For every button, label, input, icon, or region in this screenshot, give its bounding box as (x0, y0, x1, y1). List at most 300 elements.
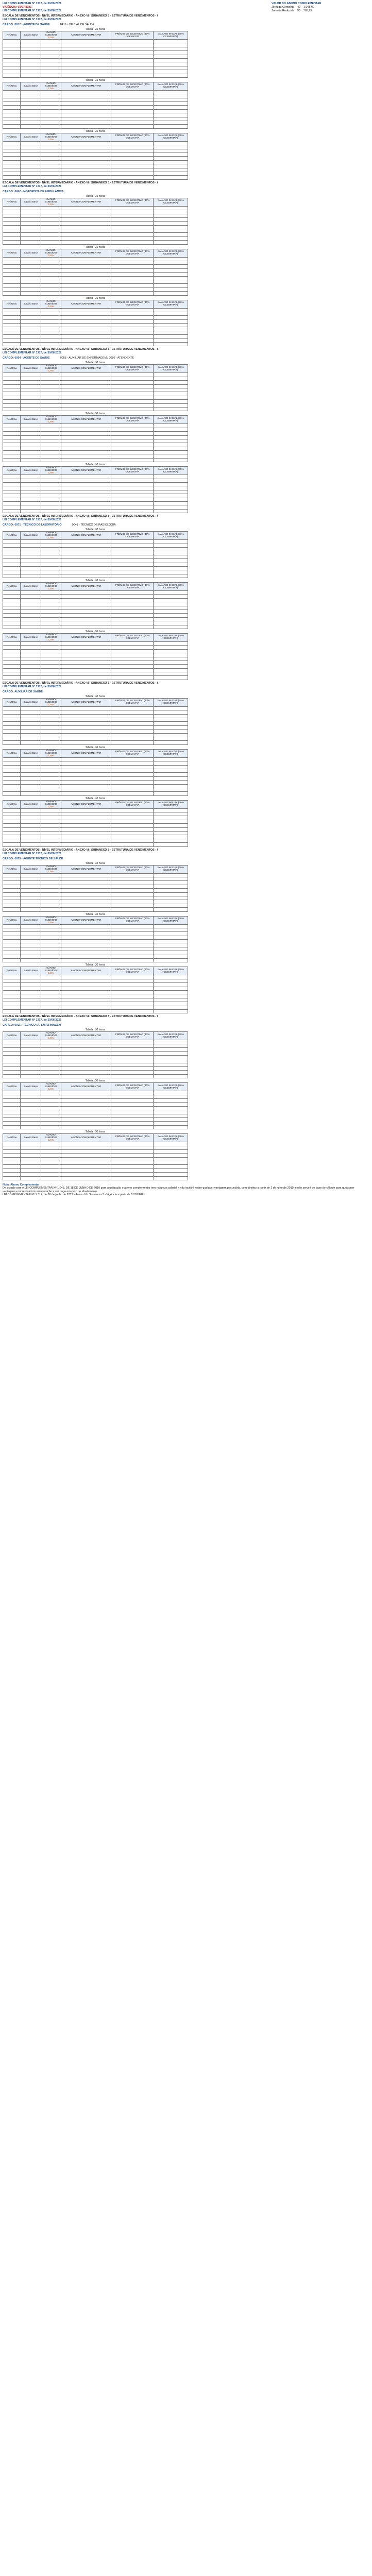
table-row (3, 540, 188, 544)
col-salario: SALÁRIO INICIAL (30% CCEMN P/A) (154, 300, 188, 308)
cell-premio (111, 792, 154, 795)
table-row (3, 176, 188, 179)
cell-ref (3, 443, 21, 447)
cell-ref (3, 1173, 21, 1176)
table-row (3, 808, 188, 812)
cell-ref (3, 617, 21, 621)
cell-base (21, 454, 41, 458)
cell-abono (61, 1002, 111, 1006)
cell-ref (3, 924, 21, 928)
cell-premio (111, 1095, 154, 1098)
cell-base (21, 668, 41, 672)
cell-base (21, 1142, 41, 1146)
cell-premio (111, 384, 154, 388)
table-row (3, 225, 188, 229)
jornada-label: Jornada Completa (272, 6, 295, 9)
cell-base (21, 1117, 41, 1121)
cell-ganho (41, 400, 61, 403)
table-row (3, 1074, 188, 1078)
col-ref: Ref/Grau (3, 1134, 21, 1142)
table-row (3, 617, 188, 621)
cell-ganho (41, 505, 61, 509)
cell-ganho (41, 737, 61, 741)
cell-premio (111, 428, 154, 431)
cell-salario (154, 665, 188, 668)
cell-base (21, 924, 41, 928)
cell-salario (154, 343, 188, 346)
cell-base (21, 1106, 41, 1110)
col-premio: PRÊMIO DE INCENTIVO (30% CCEMN P/A (111, 916, 154, 924)
cell-premio (111, 987, 154, 990)
cell-ref (3, 58, 21, 62)
lc-title: LEI COMPLEMENTAR Nº 1317, de 30/06/2021 (3, 852, 62, 855)
cell-ganho (41, 1063, 61, 1066)
cell-base (21, 904, 41, 907)
cell-salario (154, 479, 188, 482)
col-base: Salário Base (21, 416, 41, 424)
cell-ganho (41, 483, 61, 486)
cell-ganho (41, 544, 61, 547)
cell-premio (111, 106, 154, 109)
col-abono: ABONO COMPLEMENTAR (61, 698, 111, 706)
cell-abono (61, 261, 111, 265)
cell-ganho (41, 261, 61, 265)
col-ref: Ref/Grau (3, 749, 21, 757)
cell-base (21, 407, 41, 411)
cell-premio (111, 990, 154, 994)
cell-ref (3, 206, 21, 210)
cell-base (21, 928, 41, 931)
cell-abono (61, 222, 111, 225)
cell-ref (3, 268, 21, 272)
col-base: Salário Base (21, 800, 41, 808)
cell-premio (111, 331, 154, 334)
cell-ref (3, 928, 21, 931)
table-caption: Tabela - 30 horas (85, 912, 106, 916)
col-premio: PRÊMIO DE INCENTIVO (30% CCEMN P/A (111, 633, 154, 641)
table-caption: Tabela - 30 horas (85, 1079, 106, 1083)
cell-salario (154, 141, 188, 145)
cell-salario (154, 710, 188, 714)
col-abono: ABONO COMPLEMENTAR (61, 749, 111, 757)
cell-abono (61, 113, 111, 117)
cell-abono (61, 384, 111, 388)
table-row (3, 1168, 188, 1172)
cell-abono (61, 327, 111, 331)
cell-ganho (41, 805, 61, 812)
cell-base (21, 206, 41, 210)
cell-ref (3, 660, 21, 664)
col-ganho-label: GANHO SUBSÍDIO (45, 583, 57, 588)
cell-abono (61, 614, 111, 617)
table-row (3, 718, 188, 722)
cell-ganho (41, 765, 61, 769)
cell-premio (111, 90, 154, 94)
cell-premio (111, 501, 154, 505)
cell-premio (111, 176, 154, 179)
cell-base (21, 1168, 41, 1172)
cell-base (21, 979, 41, 982)
lc-title: LEI COMPLEMENTAR Nº 1317, de 30/06/2021 (3, 1019, 62, 1022)
cell-premio (111, 547, 154, 551)
cell-ref (3, 900, 21, 904)
col-ganho-label: GANHO SUBSÍDIO (45, 800, 57, 806)
cell-premio (111, 757, 154, 761)
col-ganho-label: GANHO SUBSÍDIO (45, 532, 57, 537)
cell-ref (3, 428, 21, 431)
cell-ref (3, 273, 21, 276)
cell-salario (154, 1173, 188, 1176)
cell-ref (3, 877, 21, 880)
cell-abono (61, 835, 111, 839)
cell-ganho (41, 94, 61, 98)
col-ganho (41, 82, 61, 90)
jornada-b-label: Jornada Reduzida (272, 9, 294, 12)
col-premio: PRÊMIO DE INCENTIVO (30% CCEMN P/A (111, 249, 154, 257)
cell-ganho (41, 1161, 61, 1165)
col-ganho (41, 133, 61, 141)
cell-base (21, 55, 41, 58)
cell-ref (3, 559, 21, 563)
col-abono: ABONO COMPLEMENTAR (61, 532, 111, 540)
table-header-row (3, 698, 188, 706)
cell-ref (3, 595, 21, 598)
cell-premio (111, 555, 154, 558)
cell-ref (3, 947, 21, 951)
col-ganho-pct: 1,5% (48, 472, 54, 475)
salary-table (3, 79, 188, 129)
cell-salario (154, 316, 188, 319)
cell-base (21, 284, 41, 287)
table-row (3, 214, 188, 217)
cell-ref (3, 1146, 21, 1149)
cell-ganho (41, 1091, 61, 1095)
cell-salario (154, 877, 188, 880)
table-caption: Tabela - 30 horas (85, 245, 106, 249)
cell-base (21, 125, 41, 128)
cell-ref (3, 284, 21, 287)
cell-abono (61, 1063, 111, 1066)
cell-ganho (41, 87, 61, 94)
table-caption: Tabela - 30 horas (85, 528, 106, 532)
cell-salario (154, 610, 188, 614)
table-row (3, 241, 188, 244)
cell-abono (61, 168, 111, 172)
cell-abono (61, 904, 111, 907)
cell-salario (154, 1055, 188, 1059)
cell-premio (111, 1044, 154, 1047)
cell-abono (61, 70, 111, 74)
col-ref: Ref/Grau (3, 916, 21, 924)
cell-ganho (41, 820, 61, 823)
cell-premio (111, 509, 154, 513)
cell-ganho (41, 1099, 61, 1103)
cell-ref (3, 276, 21, 280)
col-base: Salário Base (21, 249, 41, 257)
col-ganho-label: GANHO SUBSÍDIO (45, 300, 57, 306)
cell-ref (3, 113, 21, 117)
cell-abono (61, 90, 111, 94)
cell-premio (111, 343, 154, 346)
cell-salario (154, 1091, 188, 1095)
cell-base (21, 90, 41, 94)
cell-base (21, 494, 41, 498)
col-abono: ABONO COMPLEMENTAR (61, 1134, 111, 1142)
cell-base (21, 706, 41, 710)
cell-base (21, 598, 41, 602)
cell-premio (111, 621, 154, 625)
col-abono: ABONO COMPLEMENTAR (61, 300, 111, 308)
cell-abono (61, 141, 111, 145)
cell-ganho (41, 225, 61, 229)
table-row (3, 990, 188, 994)
cell-salario (154, 172, 188, 175)
cell-ref (3, 475, 21, 479)
cell-abono (61, 563, 111, 566)
cell-salario (154, 229, 188, 233)
cell-base (21, 718, 41, 722)
cell-base (21, 761, 41, 765)
cell-abono (61, 706, 111, 710)
cell-salario (154, 827, 188, 831)
cell-ref (3, 117, 21, 121)
cell-ganho (41, 254, 61, 261)
cell-ganho (41, 164, 61, 168)
table-row (3, 773, 188, 776)
cell-ref (3, 458, 21, 462)
cell-ganho (41, 1074, 61, 1078)
cell-salario (154, 614, 188, 617)
col-abono: ABONO COMPLEMENTAR (61, 967, 111, 975)
cell-premio (111, 975, 154, 979)
cell-salario (154, 381, 188, 384)
col-ganho-label: GANHO SUBSÍDIO (45, 133, 57, 139)
cell-abono (61, 505, 111, 509)
cell-ref (3, 1176, 21, 1180)
cell-base (21, 820, 41, 823)
col-ganho-label: GANHO SUBSÍDIO (45, 1083, 57, 1089)
cell-ref (3, 331, 21, 334)
cell-ref (3, 222, 21, 225)
table-row (3, 403, 188, 407)
table-row (3, 1055, 188, 1059)
cell-ref (3, 94, 21, 98)
cell-ref (3, 885, 21, 888)
col-ganho-label: GANHO SUBSÍDIO (45, 865, 57, 871)
cell-ganho (41, 551, 61, 555)
col-abono: ABONO COMPLEMENTAR (61, 133, 111, 141)
table-caption: Tabela - 30 horas (85, 412, 106, 416)
cell-ref (3, 51, 21, 55)
cell-ref (3, 1122, 21, 1125)
col-salario: SALÁRIO INICIAL (30% CCEMN P/A) (154, 133, 188, 141)
cell-premio (111, 812, 154, 816)
cell-ref (3, 241, 21, 244)
cell-salario (154, 843, 188, 846)
table-row (3, 979, 188, 982)
cell-abono (61, 979, 111, 982)
salary-table (3, 361, 188, 411)
col-ref: Ref/Grau (3, 198, 21, 206)
cell-ganho (41, 43, 61, 47)
table-row (3, 280, 188, 283)
cell-abono (61, 40, 111, 43)
cell-abono (61, 657, 111, 660)
cell-salario (154, 424, 188, 428)
cell-premio (111, 168, 154, 172)
table-header-row (3, 633, 188, 641)
table-row (3, 1009, 188, 1013)
cell-ref (3, 646, 21, 649)
col-ganho-label: GANHO SUBSÍDIO (45, 698, 57, 704)
table-row (3, 595, 188, 598)
cell-salario (154, 761, 188, 765)
cell-premio (111, 458, 154, 462)
cell-premio (111, 824, 154, 827)
cell-abono (61, 373, 111, 377)
cell-premio (111, 544, 154, 547)
col-ganho-pct: 1,5% (48, 370, 54, 373)
cell-ganho (41, 657, 61, 660)
salary-table (3, 797, 188, 847)
cell-premio (111, 1173, 154, 1176)
table-row (3, 591, 188, 595)
cell-abono (61, 287, 111, 291)
cell-abono (61, 206, 111, 210)
salary-block (3, 682, 369, 847)
cell-ganho (41, 646, 61, 649)
cell-abono (61, 741, 111, 744)
cell-ref (3, 1168, 21, 1172)
cell-salario (154, 145, 188, 149)
cell-ganho (41, 781, 61, 784)
col-base: Salário Base (21, 365, 41, 373)
cell-premio (111, 1168, 154, 1172)
cell-abono (61, 892, 111, 896)
cell-salario (154, 483, 188, 486)
cell-ganho (41, 1059, 61, 1063)
cell-ganho (41, 327, 61, 331)
col-base: Salário Base (21, 31, 41, 40)
cell-ganho (41, 62, 61, 66)
cell-abono (61, 172, 111, 175)
cell-abono (61, 501, 111, 505)
cell-abono (61, 1117, 111, 1121)
cell-ref (3, 1052, 21, 1055)
cell-abono (61, 509, 111, 513)
cargo-line (3, 190, 369, 194)
cell-salario (154, 932, 188, 936)
cell-base (21, 765, 41, 769)
col-ganho-label: GANHO SUBSÍDIO (45, 416, 57, 421)
col-ganho-pct: 1,5% (48, 588, 54, 591)
cell-abono (61, 102, 111, 106)
cell-premio (111, 773, 154, 776)
cell-base (21, 172, 41, 175)
cell-abono (61, 730, 111, 733)
col-premio: PRÊMIO DE INCENTIVO (30% CCEMN P/A (111, 82, 154, 90)
cell-premio (111, 157, 154, 160)
cell-base (21, 975, 41, 979)
cell-premio (111, 335, 154, 338)
cell-salario (154, 987, 188, 990)
cell-ganho (41, 672, 61, 676)
cell-ganho (41, 660, 61, 664)
cell-ref (3, 66, 21, 70)
col-ref: Ref/Grau (3, 31, 21, 40)
cell-ganho (41, 591, 61, 595)
cell-base (21, 672, 41, 676)
cell-ref (3, 765, 21, 769)
cell-ref (3, 1074, 21, 1078)
cell-ref (3, 606, 21, 609)
cell-salario (154, 773, 188, 776)
cell-base (21, 839, 41, 842)
cell-salario (154, 443, 188, 447)
salary-table (3, 1028, 188, 1078)
cell-salario (154, 668, 188, 672)
cell-abono (61, 439, 111, 443)
col-base: Salário Base (21, 300, 41, 308)
cell-base (21, 665, 41, 668)
cell-salario (154, 908, 188, 911)
cell-salario (154, 435, 188, 439)
table-row (3, 1122, 188, 1125)
cell-salario (154, 835, 188, 839)
cell-abono (61, 280, 111, 283)
col-premio: PRÊMIO DE INCENTIVO (30% CCEMN P/A (111, 532, 154, 540)
table-row (3, 983, 188, 987)
cell-premio (111, 273, 154, 276)
cell-abono (61, 990, 111, 994)
escala-title: ESCALA DE VENCIMENTOS - NÍVEL INTERMEDIÁRIO - ANEXO VI / SUBANEXO 3 - ESTRUTURA DE VENCIMENTOS - I (3, 14, 158, 18)
cell-base (21, 932, 41, 936)
cargo-name: 0055 - AUXILIAR DE ENFERMAGEM / 0056 - ATENDENTE (60, 357, 134, 360)
cell-premio (111, 479, 154, 482)
cell-premio (111, 765, 154, 769)
cell-abono (61, 454, 111, 458)
cell-premio (111, 241, 154, 244)
table-caption: Tabela - 30 horas (85, 1028, 106, 1032)
cell-base (21, 501, 41, 505)
cell-ref (3, 319, 21, 323)
cell-abono (61, 1110, 111, 1114)
cell-salario (154, 559, 188, 563)
cell-abono (61, 928, 111, 931)
cell-ref (3, 210, 21, 214)
cargo-line (3, 356, 369, 360)
cargo-line (3, 23, 369, 27)
cell-ref (3, 784, 21, 788)
cell-ganho (41, 113, 61, 117)
cell-salario (154, 781, 188, 784)
cell-salario (154, 327, 188, 331)
table-row (3, 43, 188, 47)
cell-ref (3, 839, 21, 842)
table-header-row (3, 300, 188, 308)
cell-ref (3, 335, 21, 338)
cell-salario (154, 475, 188, 479)
cell-base (21, 1103, 41, 1106)
table-header-row (3, 249, 188, 257)
table-row (3, 885, 188, 888)
cell-salario (154, 591, 188, 595)
cell-abono (61, 574, 111, 578)
cell-base (21, 896, 41, 900)
cell-base (21, 152, 41, 156)
col-ganho-pct: 1,5% (48, 203, 54, 206)
cell-ganho (41, 1122, 61, 1125)
